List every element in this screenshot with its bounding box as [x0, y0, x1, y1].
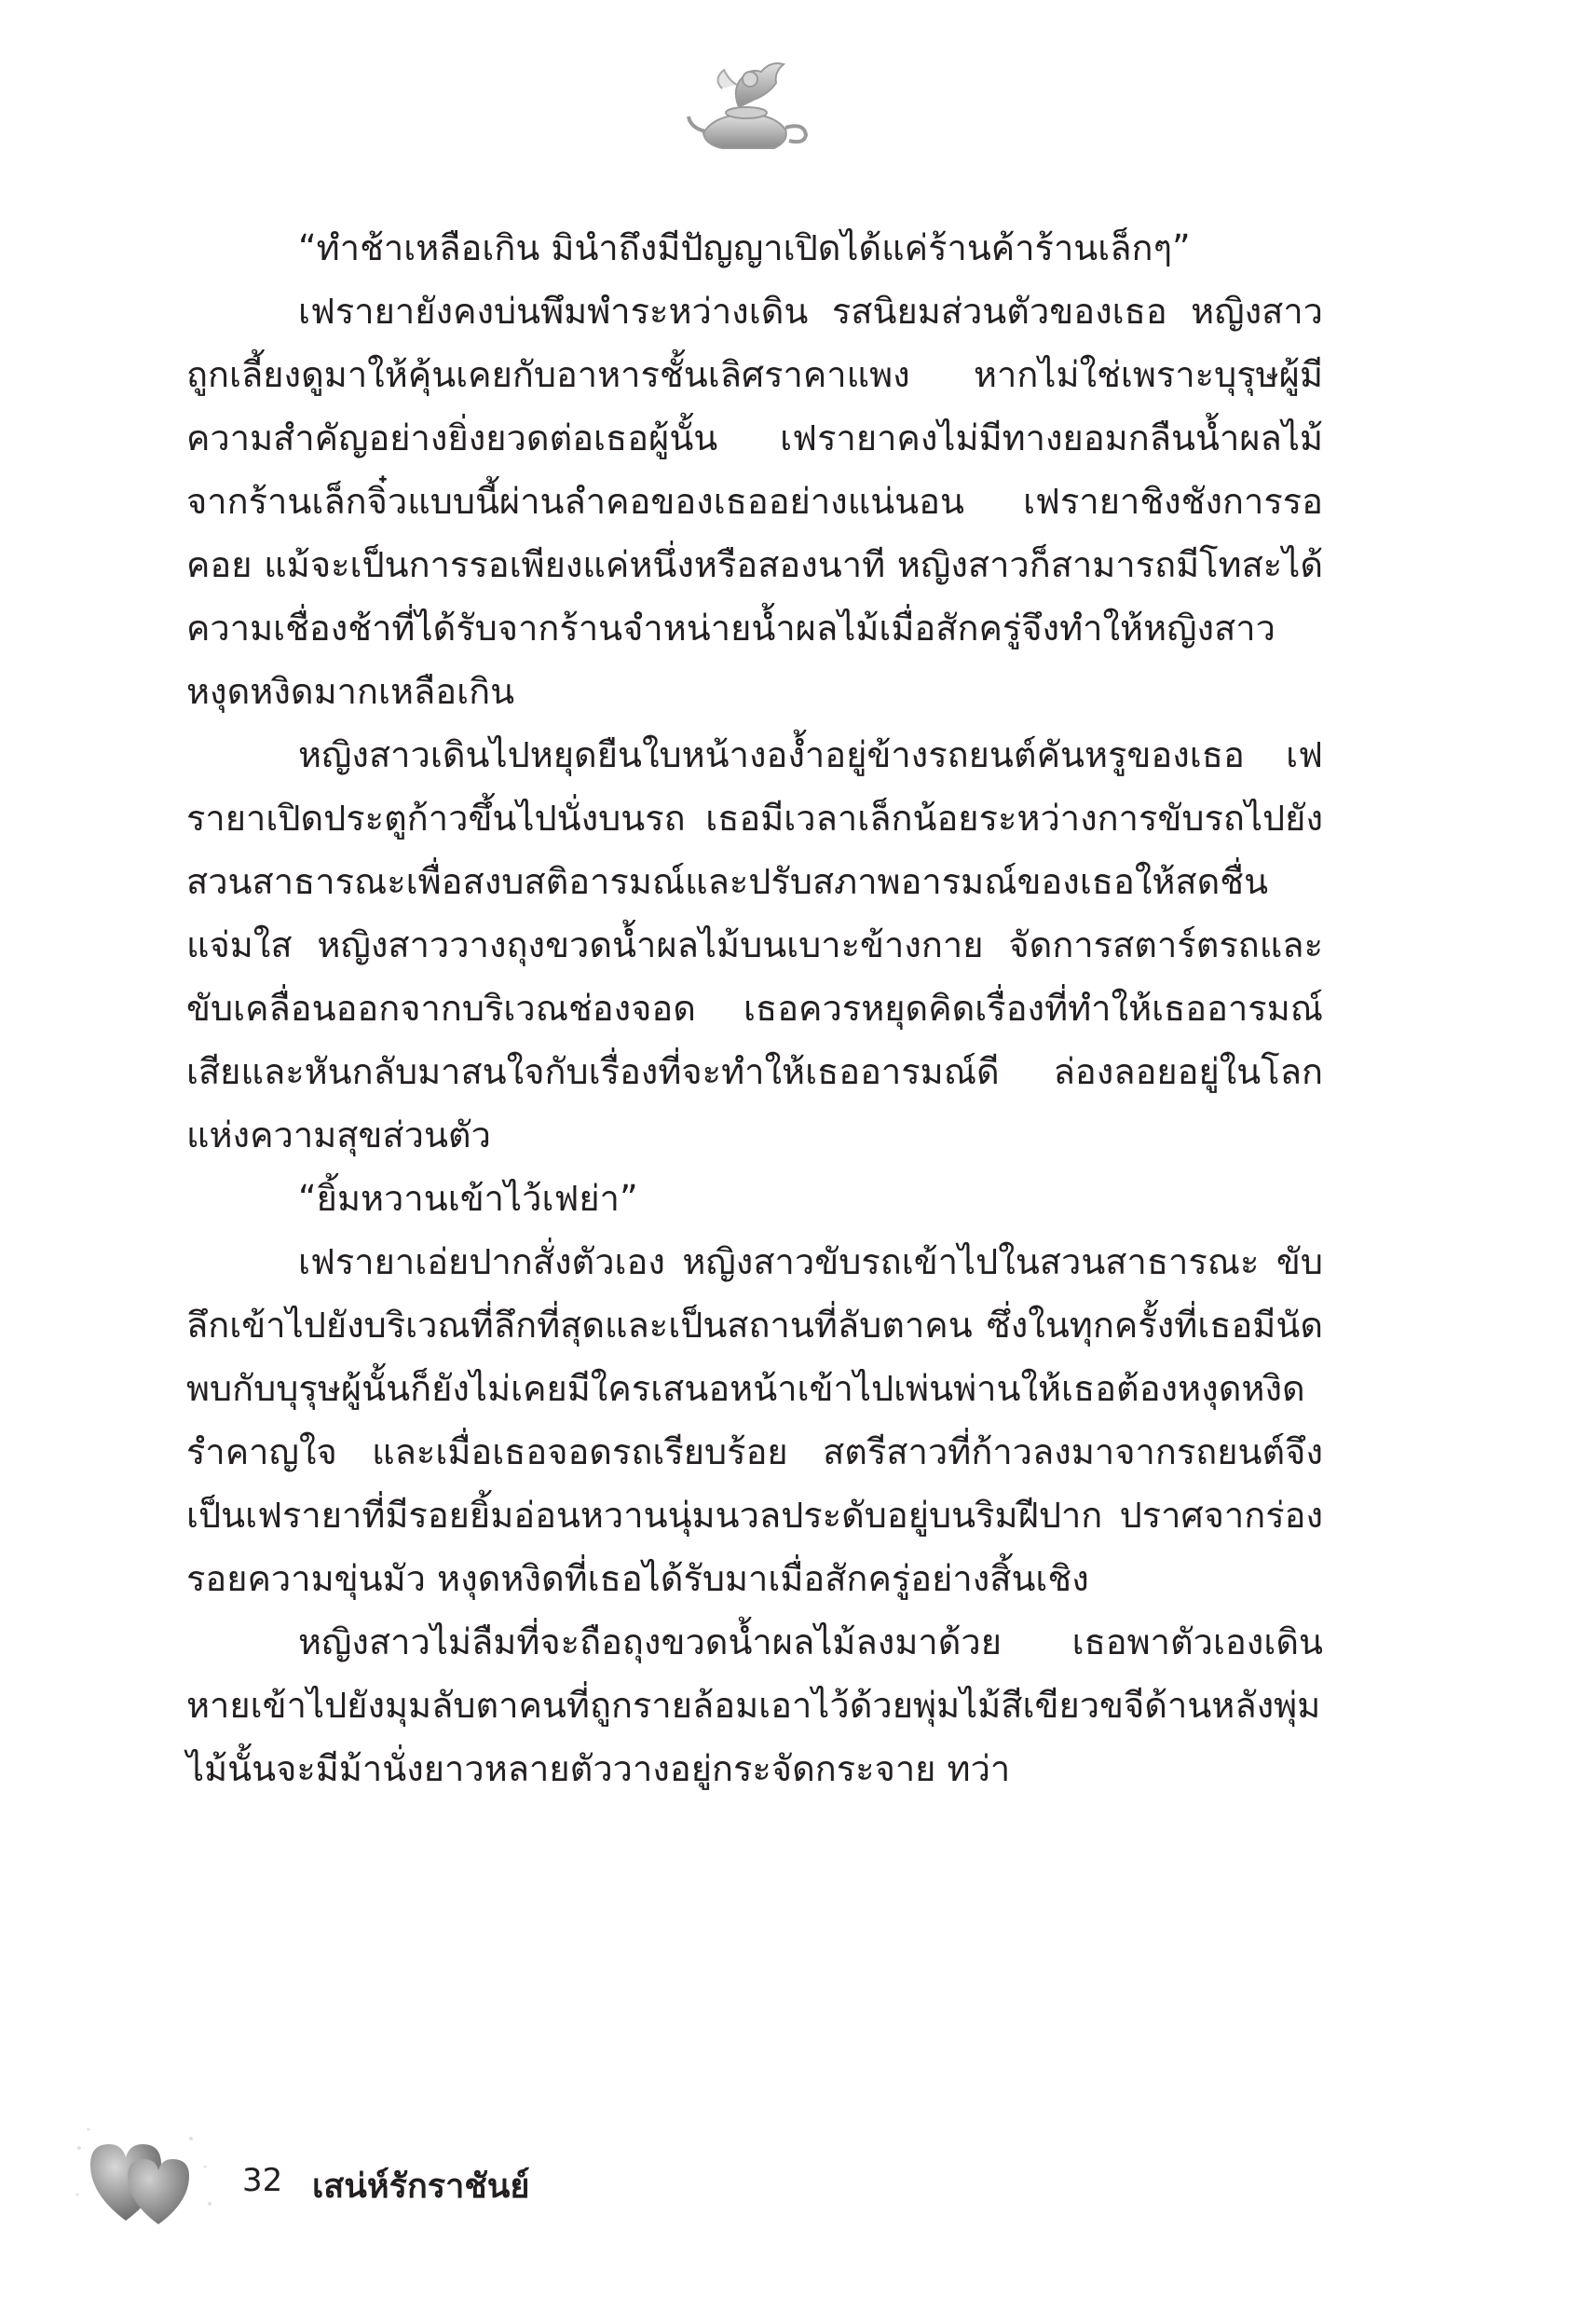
- body-text: [186, 216, 1323, 1800]
- paragraph: หญิงสาวเดินไปหยุดยืนใบหน้างอง้ำอยู่ข้างรถยนต์คันหรูของเธอ เฟรายาเปิดประตูก้าวขึ้นไปนั่งบนรถ เธอมีเวลาเล็กน้อยระหว่างการขับรถไปยังสวนสาธารณะเพื่อสงบสติอารมณ์และปรับสภาพอารมณ์ของเธอให้สดชื่นแจ่มใส หญิงสาววางถุงขวดน้ำผลไม้บนเบาะข้างกาย จัดการสตาร์ตรถและขับเคลื่อนออกจากบริเวณช่องจอด เธอควรหยุดคิดเรื่องที่ทำให้เธออารมณ์เสียและหันกลับมาสนใจกับเรื่องที่จะทำให้เธออารมณ์ดี ล่องลอยอยู่ในโลกแห่งความสุขส่วนตัว: [186, 734, 1323, 1156]
- paragraph: “ยิ้มหวานเข้าไว้เฟย่า”: [298, 1178, 638, 1219]
- paragraph: “ทำช้าเหลือเกิน มินำถึงมีปัญญาเปิดได้แค่ร้านค้าร้านเล็กๆ”: [298, 227, 1191, 268]
- paragraph: เฟรายายังคงบ่นพึมพำระหว่างเดิน รสนิยมส่วนตัวของเธอ หญิงสาวถูกเลี้ยงดูมาให้คุ้นเคยกับอาหารชั้นเลิศราคาแพง หากไม่ใช่เพราะบุรุษผู้มีความสำคัญอย่างยิ่งยวดต่อเธอผู้นั้น เฟรายาคงไม่มีทางยอมกลืนน้ำผลไม้จากร้านเล็กจิ๋วแบบนี้ผ่านลำคอของเธออย่างแน่นอน เฟรายาชิงชังการรอคอย แม้จะเป็นการรอเพียงแค่หนึ่งหรือสองนาที หญิงสาวก็สามารถมีโทสะได้ ความเชื่องช้าที่ได้รับจากร้านจำหน่ายน้ำผลไม้เมื่อสักครู่จึงทำให้หญิงสาวหงุดหงิดมากเหลือเกิน: [186, 291, 1323, 712]
- hearts-icon: [70, 2111, 219, 2232]
- page-number: 32: [242, 2162, 283, 2199]
- paragraph: หญิงสาวไม่ลืมที่จะถือถุงขวดน้ำผลไม้ลงมาด้วย เธอพาตัวเองเดินหายเข้าไปยังมุมลับตาคนที่ถูกรายล้อมเอาไว้ด้วยพุ่มไม้สีเขียวขจีด้านหลังพุ่มไม้นั้นจะมีม้านั่งยาวหลายตัววางอยู่กระจัดกระจาย ทว่า: [186, 1621, 1323, 1789]
- page-footer: [70, 2111, 629, 2241]
- book-title: เสน่ห์รักราชันย์: [312, 2167, 530, 2206]
- header-ornament-icon: [685, 51, 815, 163]
- paragraph: เฟรายาเอ่ยปากสั่งตัวเอง หญิงสาวขับรถเข้าไปในสวนสาธารณะ ขับลึกเข้าไปยังบริเวณที่ลึกที่สุดและเป็นสถานที่ลับตาคน ซึ่งในทุกครั้งที่เธอมีนัดพบกับบุรุษผู้นั้นก็ยังไม่เคยมีใครเสนอหน้าเข้าไปเพ่นพ่านให้เธอต้องหงุดหงิดรำคาญใจ และเมื่อเธอจอดรถเรียบร้อย สตรีสาวที่ก้าวลงมาจากรถยนต์จึงเป็นเฟรายาที่มีรอยยิ้มอ่อนหวานนุ่มนวลประดับอยู่บนริมฝีปาก ปราศจากร่องรอยความขุ่นมัว หงุดหงิดที่เธอได้รับมาเมื่อสักครู่อย่างสิ้นเชิง: [186, 1241, 1323, 1599]
